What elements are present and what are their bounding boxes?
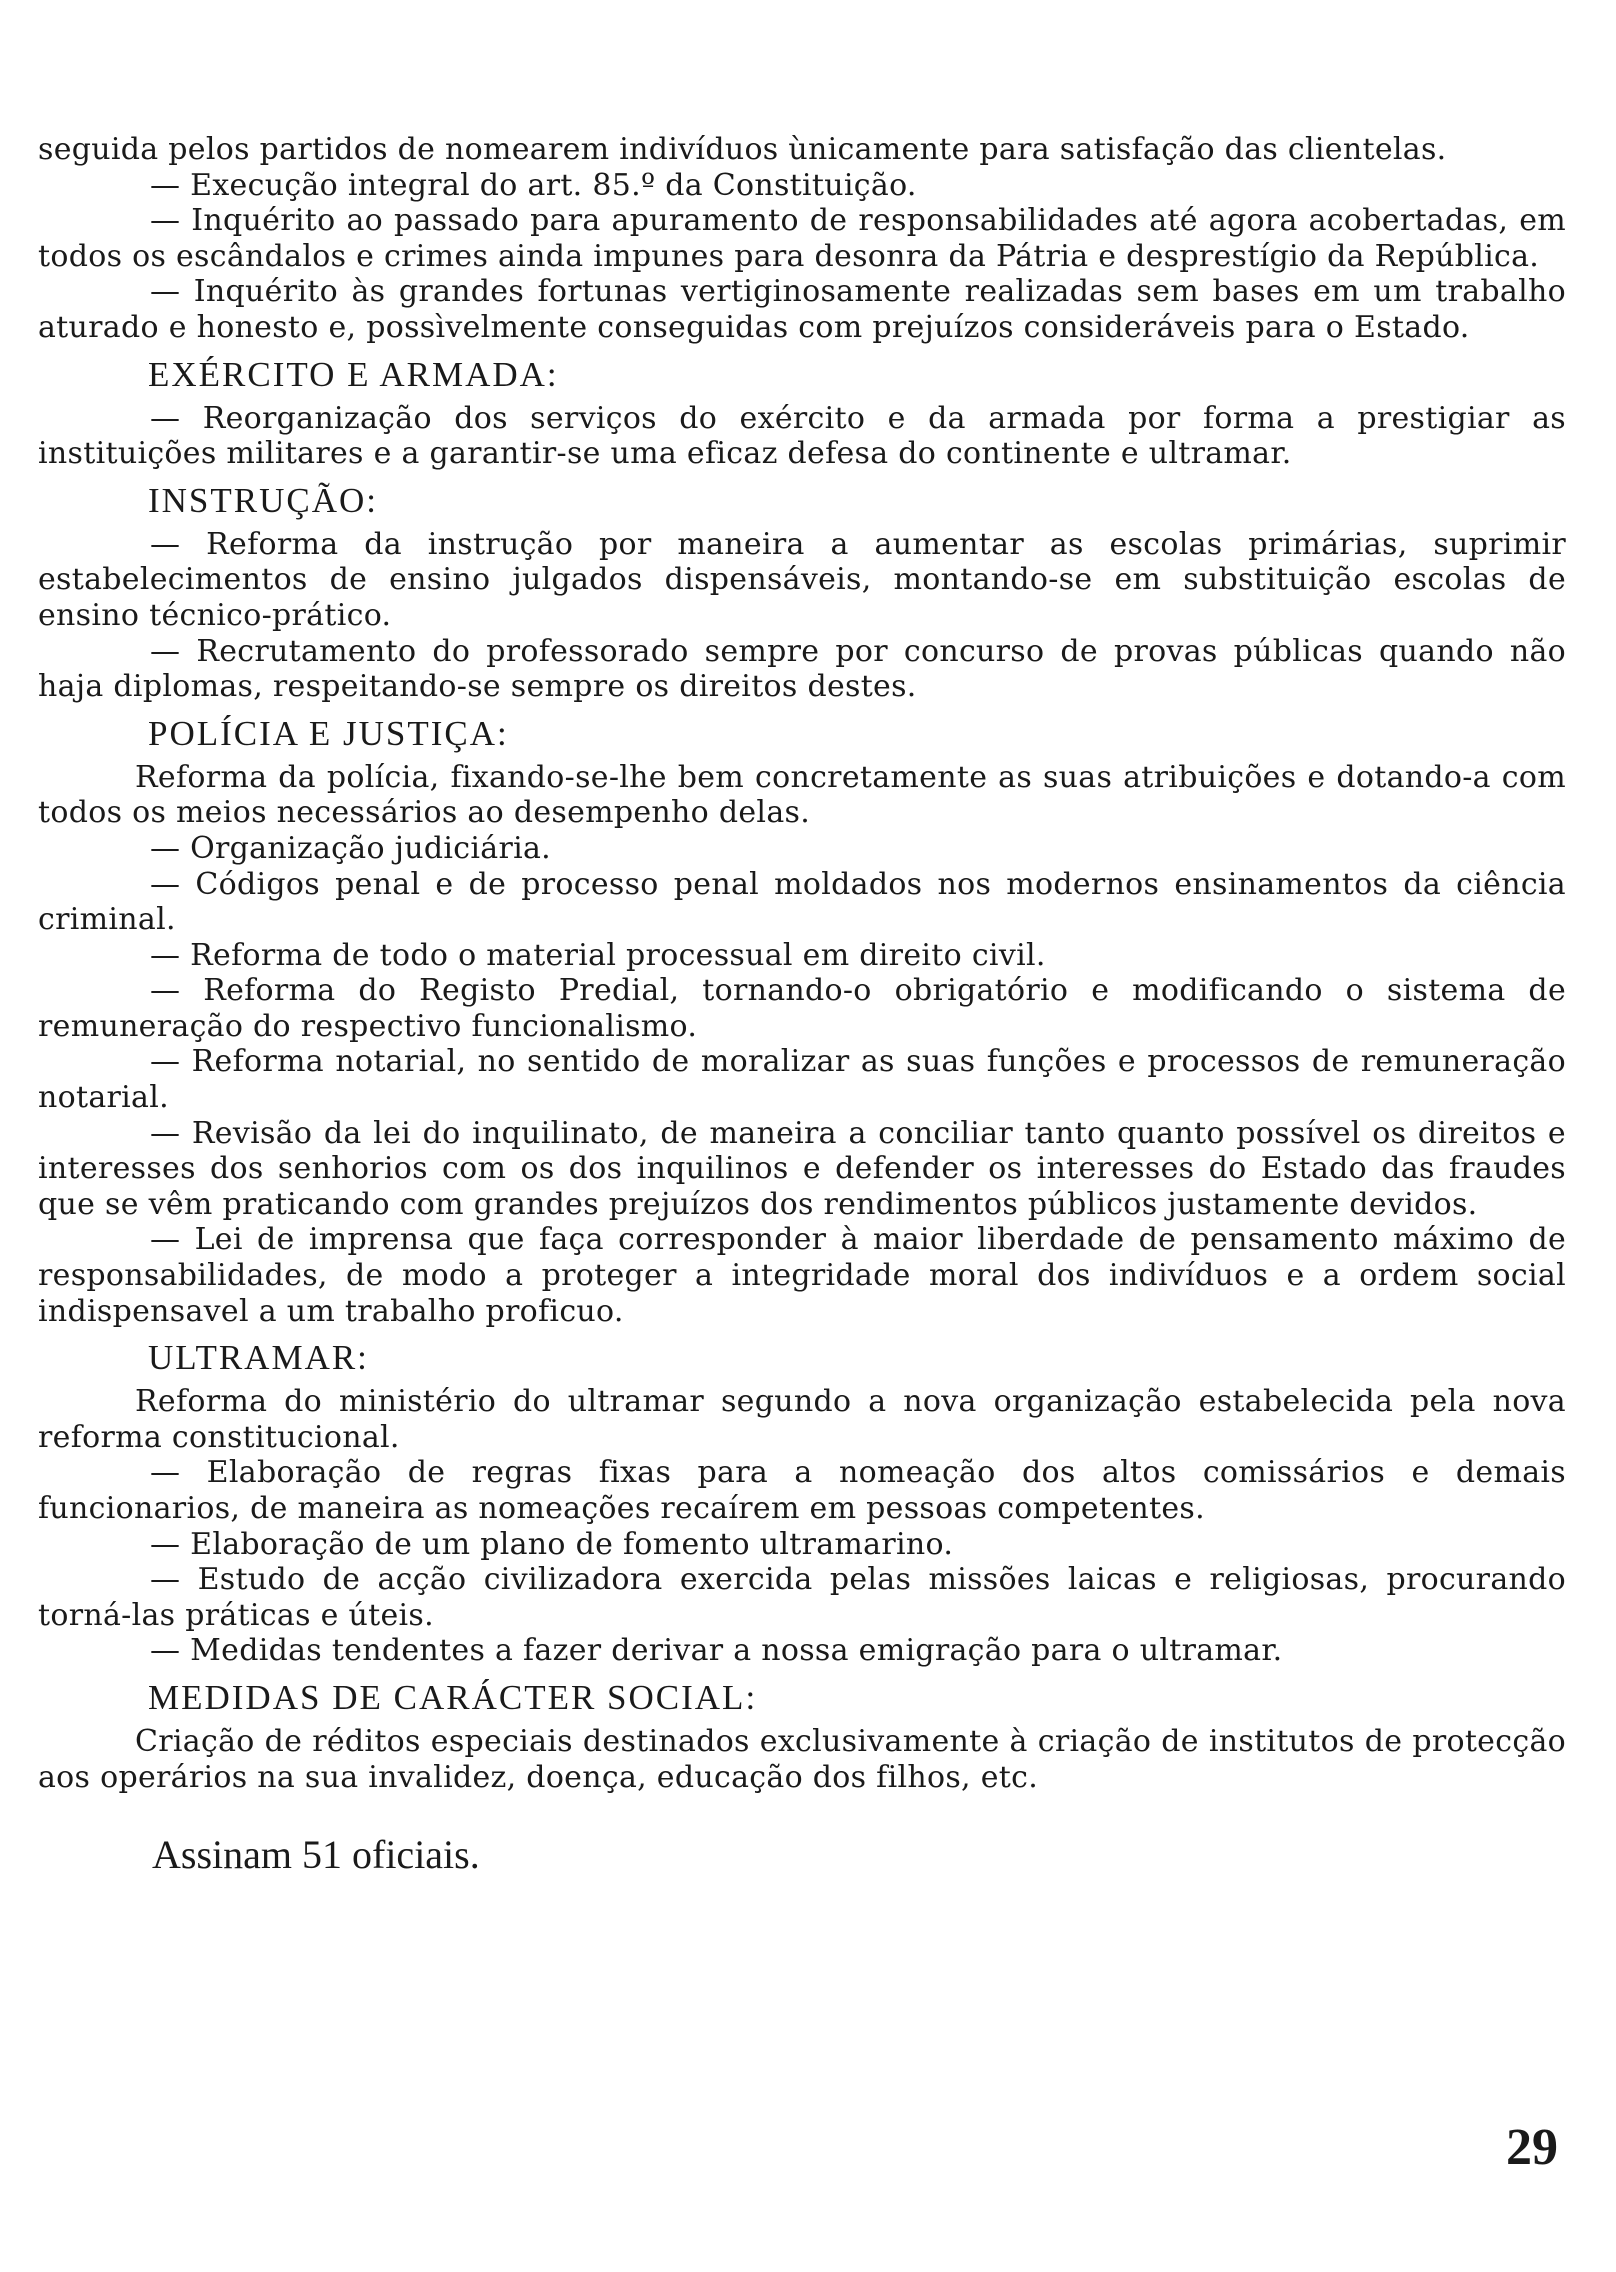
paragraph: — Elaboração de um plano de fomento ultramarino. (150, 1526, 954, 1562)
signature-line: Assinam 51 oficiais. (152, 1832, 480, 1878)
paragraph: — Recrutamento do professorado sempre por concurso de provas públicas quando não haja diplomas, respeitando-se sempre os direitos destes. (38, 633, 1566, 705)
section-heading-ultramar: ULTRAMAR: (148, 1338, 369, 1378)
paragraph: — Lei de imprensa que faça corresponder à maior liberdade de pensamento máximo de responsabilidades, de modo a proteger a integridade moral dos indivíduos e a ordem social indispensavel a um trabalho proficuo. (38, 1222, 1566, 1329)
paragraph: — Reforma notarial, no sentido de moralizar as suas funções e processos de remuneração notarial. (38, 1044, 1566, 1116)
paragraph: Reforma da polícia, fixando-se-lhe bem concretamente as suas atribuições e dotando-a com todos os meios necessários ao desempenho delas. (38, 759, 1566, 831)
section-heading-exercito: EXÉRCITO E ARMADA: (148, 354, 559, 394)
section-heading-instrucao: INSTRUÇÃO: (148, 480, 379, 520)
paragraph: — Códigos penal e de processo penal moldados nos modernos ensinamentos da ciência criminal. (38, 866, 1566, 938)
paragraph: — Medidas tendentes a fazer derivar a nossa emigração para o ultramar. (150, 1633, 1283, 1669)
paragraph: seguida pelos partidos de nomearem indivíduos ùnicamente para satisfação das clientelas. (38, 132, 1447, 167)
paragraph: — Reorganização dos serviços do exército e da armada por forma a prestigiar as instituições militares e a garantir-se uma eficaz defesa do continente e ultramar. (38, 400, 1566, 472)
paragraph: — Inquérito ao passado para apuramento de responsabilidades até agora acobertadas, em todos os escândalos e crimes ainda impunes para desonra da Pátria e desprestígio da República. (38, 203, 1566, 274)
paragraph: — Reforma de todo o material processual em direito civil. (150, 937, 1046, 973)
paragraph: — Elaboração de regras fixas para a nomeação dos altos comissários e demais funcionarios, de maneira as nomeações recaírem em pessoas competentes. (38, 1455, 1566, 1526)
section-heading-medidas-sociais: MEDIDAS DE CARÁCTER SOCIAL: (148, 1677, 758, 1717)
paragraph: — Reforma da instrução por maneira a aumentar as escolas primárias, suprimir estabelecimentos de ensino julgados dispensáveis, montando-se em substituição escolas de ensino técnico-prático. (38, 526, 1566, 633)
paragraph: — Estudo de acção civilizadora exercida pelas missões laicas e religiosas, procurando torná-las práticas e úteis. (38, 1562, 1566, 1633)
page-number: 29 (1506, 2119, 1558, 2176)
section-heading-policia: POLÍCIA E JUSTIÇA: (148, 713, 509, 753)
document-page (38, 132, 1566, 1877)
paragraph: Reforma do ministério do ultramar segundo a nova organização estabelecida pela nova reforma constitucional. (38, 1384, 1566, 1455)
paragraph: — Execução integral do art. 85.º da Constituição. (150, 167, 917, 203)
paragraph: — Revisão da lei do inquilinato, de maneira a conciliar tanto quanto possível os direitos e interesses dos senhorios com os dos inquilinos e defender os interesses do Estado das fraudes que se vêm praticando com grandes prejuízos dos rendimentos públicos justamente devidos. (38, 1115, 1566, 1222)
paragraph: — Reforma do Registo Predial, tornando-o obrigatório e modificando o sistema de remuneração do respectivo funcionalismo. (38, 973, 1566, 1044)
paragraph: — Organização judiciária. (150, 830, 552, 866)
paragraph: Criação de réditos especiais destinados exclusivamente à criação de institutos de protecção aos operários na sua invalidez, doença, educação dos filhos, etc. (38, 1723, 1566, 1795)
paragraph: — Inquérito às grandes fortunas vertiginosamente realizadas sem bases em um trabalho aturado e honesto e, possìvelmente conseguidas com prejuízos consideráveis para o Estado. (38, 274, 1566, 345)
